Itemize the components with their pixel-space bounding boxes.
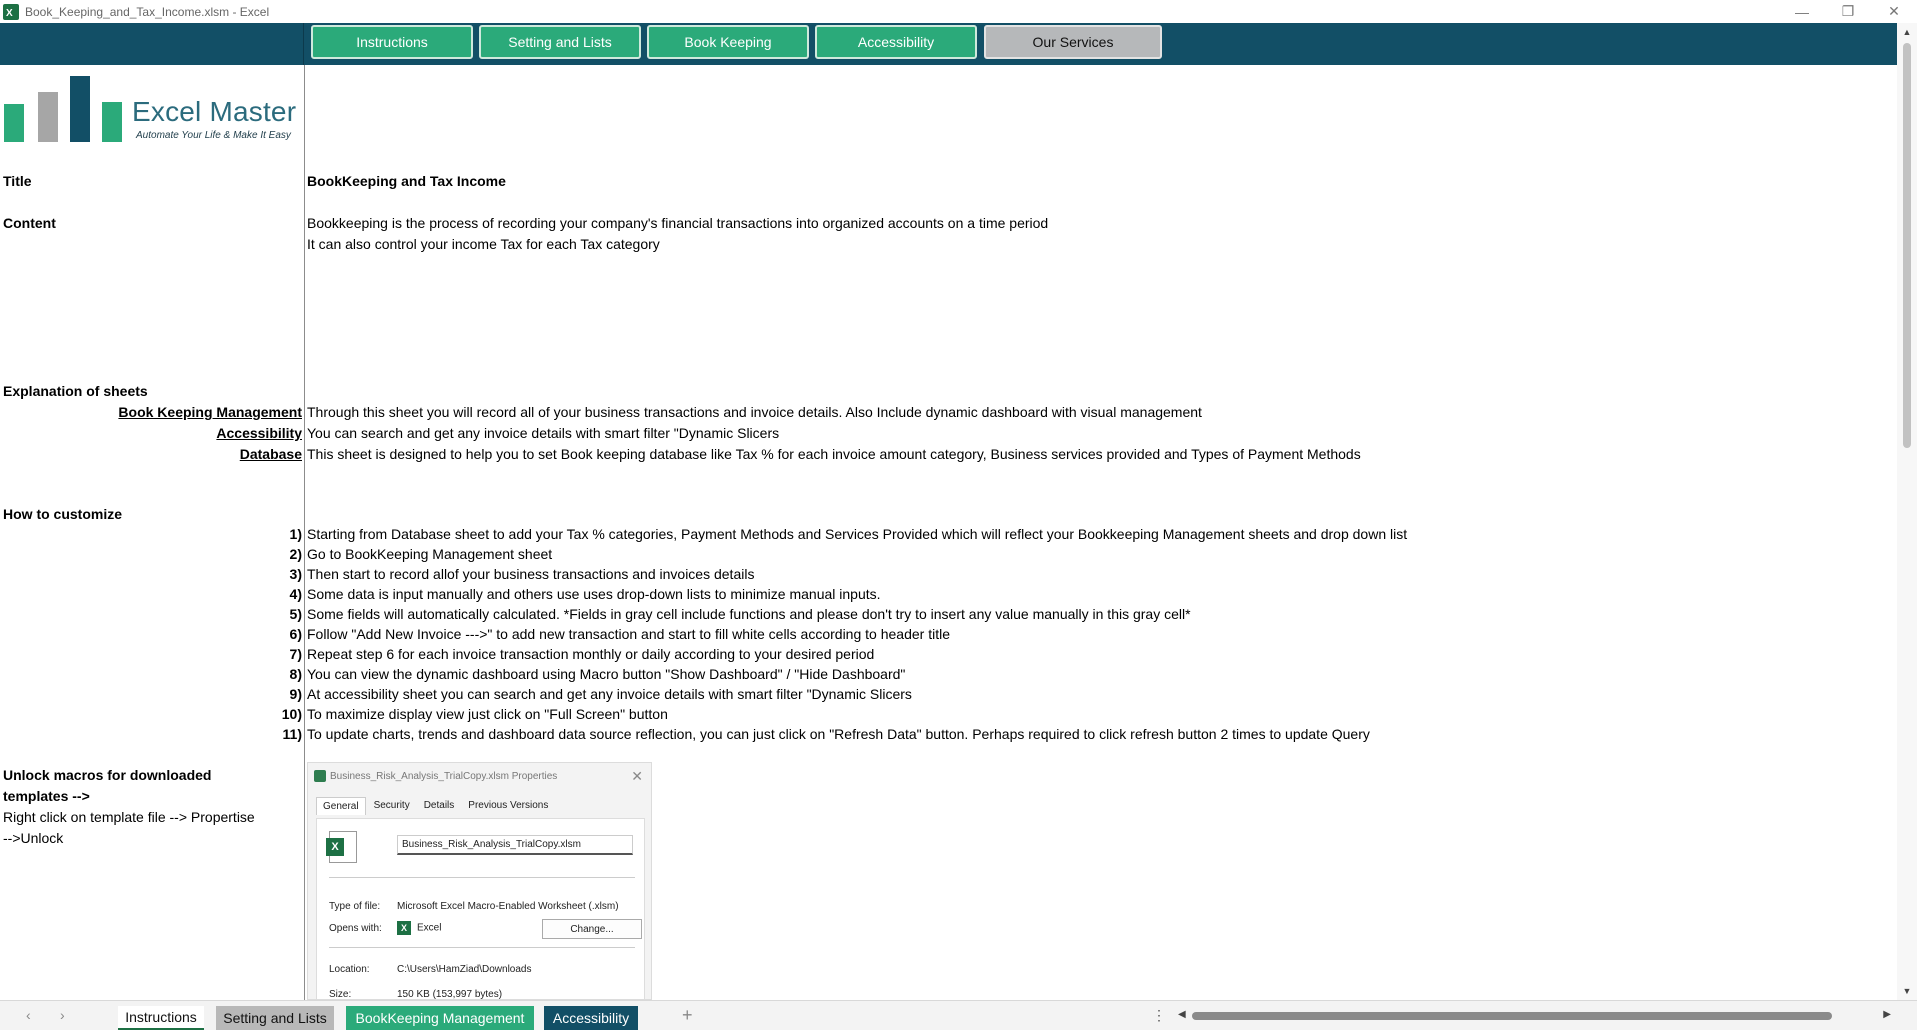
- type-value: Microsoft Excel Macro-Enabled Worksheet (.xlsm): [397, 901, 619, 912]
- step-text: Follow "Add New Invoice --->" to add new transaction and start to fill white cells according to header title: [307, 626, 950, 642]
- close-button[interactable]: ✕: [1888, 3, 1900, 19]
- logo-bar-4: [102, 102, 122, 142]
- content-line-1: Bookkeeping is the process of recording your company's financial transactions into organized accounts on a time period: [307, 215, 1049, 231]
- customize-label: How to customize: [3, 506, 123, 522]
- svg-text:X: X: [6, 7, 13, 19]
- step-text: To update charts, trends and dashboard data source reflection, you can just click on "Refresh Data" button. Perhaps required to click refresh button 2 times to update Query: [307, 726, 1370, 742]
- nav-instructions-button[interactable]: Instructions: [311, 25, 473, 59]
- unlock-instruction-line-1: Right click on template file --> Propertise: [3, 809, 255, 825]
- step-number: 6): [289, 626, 302, 642]
- explanation-text: You can search and get any invoice details with smart filter "Dynamic Slicers: [307, 425, 780, 441]
- window-title: Book_Keeping_and_Tax_Income.xlsm - Excel: [25, 4, 270, 19]
- unlock-heading-line-2: templates -->: [3, 788, 90, 804]
- step-number: 9): [289, 686, 302, 702]
- logo-bar-2: [38, 92, 58, 142]
- step-text: To maximize display view just click on "Full Screen" button: [307, 706, 668, 722]
- add-sheet-icon[interactable]: +: [682, 1005, 693, 1025]
- step-number: 3): [289, 566, 302, 582]
- opens-label: Opens with:: [329, 923, 382, 934]
- tab-general: General: [316, 797, 366, 815]
- excel-document-icon: X: [329, 831, 357, 863]
- type-label: Type of file:: [329, 901, 381, 912]
- excel-file-icon: [314, 770, 326, 782]
- close-icon: ✕: [631, 768, 643, 784]
- horizontal-scroll-thumb[interactable]: [1192, 1012, 1832, 1020]
- step-number: 7): [289, 646, 302, 662]
- sheet-tab-setting-and-lists[interactable]: Setting and Lists: [216, 1006, 334, 1030]
- logo-tagline: Automate Your Life & Make It Easy: [136, 130, 291, 141]
- vertical-scroll-thumb[interactable]: [1903, 43, 1911, 448]
- step-text: Repeat step 6 for each invoice transaction monthly or daily according to your desired period: [307, 646, 875, 662]
- divider: [329, 877, 635, 878]
- content-label: Content: [3, 215, 56, 231]
- tab-security: Security: [373, 800, 410, 811]
- unlock-heading-line-1: Unlock macros for downloaded: [3, 767, 212, 783]
- content-line-2: It can also control your income Tax for each Tax category: [307, 236, 660, 252]
- opens-value: Excel: [417, 922, 442, 934]
- nav-band-left-block: [0, 23, 304, 65]
- excel-master-logo: [2, 72, 302, 146]
- nav-band: [0, 23, 1897, 65]
- excel-small-icon: X: [397, 921, 411, 935]
- explanation-label: Explanation of sheets: [3, 383, 148, 399]
- step-number: 11): [282, 726, 302, 742]
- properties-body: [316, 818, 645, 1000]
- column-separator: [304, 65, 305, 1000]
- step-text: Starting from Database sheet to add your Tax % categories, Payment Methods and Services Provided which will reflect your Bookkeeping Management sheets and drop down list: [307, 526, 1408, 542]
- link-book-keeping-management[interactable]: Book Keeping Management: [118, 404, 302, 420]
- explanation-text: This sheet is designed to help you to set Book keeping database like Tax % for each invoice amount category, Business services provided and Types of Payment Methods: [307, 446, 1361, 462]
- properties-dialog-image: [307, 762, 652, 1000]
- step-text: You can view the dynamic dashboard using Macro button "Show Dashboard" / "Hide Dashboard": [307, 666, 906, 682]
- window-titlebar: [0, 0, 1917, 23]
- filename-field: Business_Risk_Analysis_TrialCopy.xlsm: [397, 835, 633, 855]
- step-number: 8): [289, 666, 302, 682]
- step-text: Go to BookKeeping Management sheet: [307, 546, 553, 562]
- tab-scroll-right-icon[interactable]: ›: [60, 1007, 65, 1023]
- step-text: Then start to record allof your business transactions and invoices details: [307, 566, 755, 582]
- title-label: Title: [3, 173, 32, 189]
- scroll-right-icon[interactable]: ▶: [1883, 1009, 1891, 1020]
- nav-accessibility-button[interactable]: Accessibility: [815, 25, 977, 59]
- logo-brand: Excel Master: [132, 96, 297, 127]
- scroll-up-icon[interactable]: ▲: [1902, 27, 1912, 37]
- scroll-left-icon[interactable]: ◀: [1178, 1009, 1186, 1020]
- step-number: 5): [289, 606, 302, 622]
- explanation-text: Through this sheet you will record all of your business transactions and invoice details. Also Include dynamic dashboard with visual management: [307, 404, 1202, 420]
- horizontal-scrollbar[interactable]: [1172, 1009, 1897, 1023]
- restore-button[interactable]: ❐: [1841, 3, 1855, 19]
- divider: [329, 947, 635, 948]
- nav-book-keeping-button[interactable]: Book Keeping: [647, 25, 809, 59]
- step-text: At accessibility sheet you can search and get any invoice details with smart filter "Dynamic Slicers: [307, 686, 912, 702]
- step-text: Some data is input manually and others use uses drop-down lists to minimize manual inputs.: [307, 586, 881, 602]
- change-button: Change...: [542, 919, 642, 939]
- opens-value-wrap: [397, 921, 441, 935]
- logo-bar-1: [4, 104, 24, 142]
- link-accessibility[interactable]: Accessibility: [216, 425, 302, 441]
- properties-tabs: [316, 797, 556, 815]
- step-number: 2): [289, 546, 302, 562]
- vertical-scrollbar[interactable]: [1897, 23, 1917, 1000]
- location-value: C:\Users\HamZiad\Downloads: [397, 964, 532, 975]
- sheet-tab-bookkeeping-management[interactable]: BookKeeping Management: [346, 1006, 534, 1030]
- nav-setting-lists-button[interactable]: Setting and Lists: [479, 25, 641, 59]
- location-label: Location:: [329, 964, 370, 975]
- more-options-icon[interactable]: ⋮: [1152, 1007, 1166, 1023]
- properties-dialog-titlebar: [308, 763, 651, 789]
- step-text: Some fields will automatically calculated. *Fields in gray cell include functions and please don't try to insert any value manually in this gray cell*: [307, 606, 1191, 622]
- step-number: 4): [289, 586, 302, 602]
- properties-dialog-title: Business_Risk_Analysis_TrialCopy.xlsm Properties: [330, 770, 558, 782]
- step-number: 1): [289, 526, 302, 542]
- unlock-instruction-line-2: -->Unlock: [3, 830, 64, 846]
- minimize-button[interactable]: —: [1795, 3, 1809, 20]
- tab-details: Details: [423, 800, 455, 811]
- scroll-down-icon[interactable]: ▼: [1902, 986, 1912, 996]
- link-database[interactable]: Database: [239, 446, 302, 462]
- tab-previous-versions: Previous Versions: [468, 800, 549, 811]
- title-value: BookKeeping and Tax Income: [307, 173, 506, 189]
- sheet-tab-bar: [0, 1000, 1917, 1030]
- sheet-tab-accessibility[interactable]: Accessibility: [544, 1006, 638, 1030]
- size-value: 150 KB (153,997 bytes): [397, 989, 503, 1000]
- step-number: 10): [281, 706, 302, 722]
- tab-scroll-left-icon[interactable]: ‹: [26, 1007, 31, 1023]
- nav-our-services-button[interactable]: Our Services: [984, 25, 1162, 59]
- logo-bar-3: [70, 76, 90, 142]
- size-label: Size:: [329, 989, 352, 1000]
- excel-app-icon: [3, 4, 19, 20]
- sheet-tab-instructions[interactable]: Instructions: [118, 1006, 204, 1030]
